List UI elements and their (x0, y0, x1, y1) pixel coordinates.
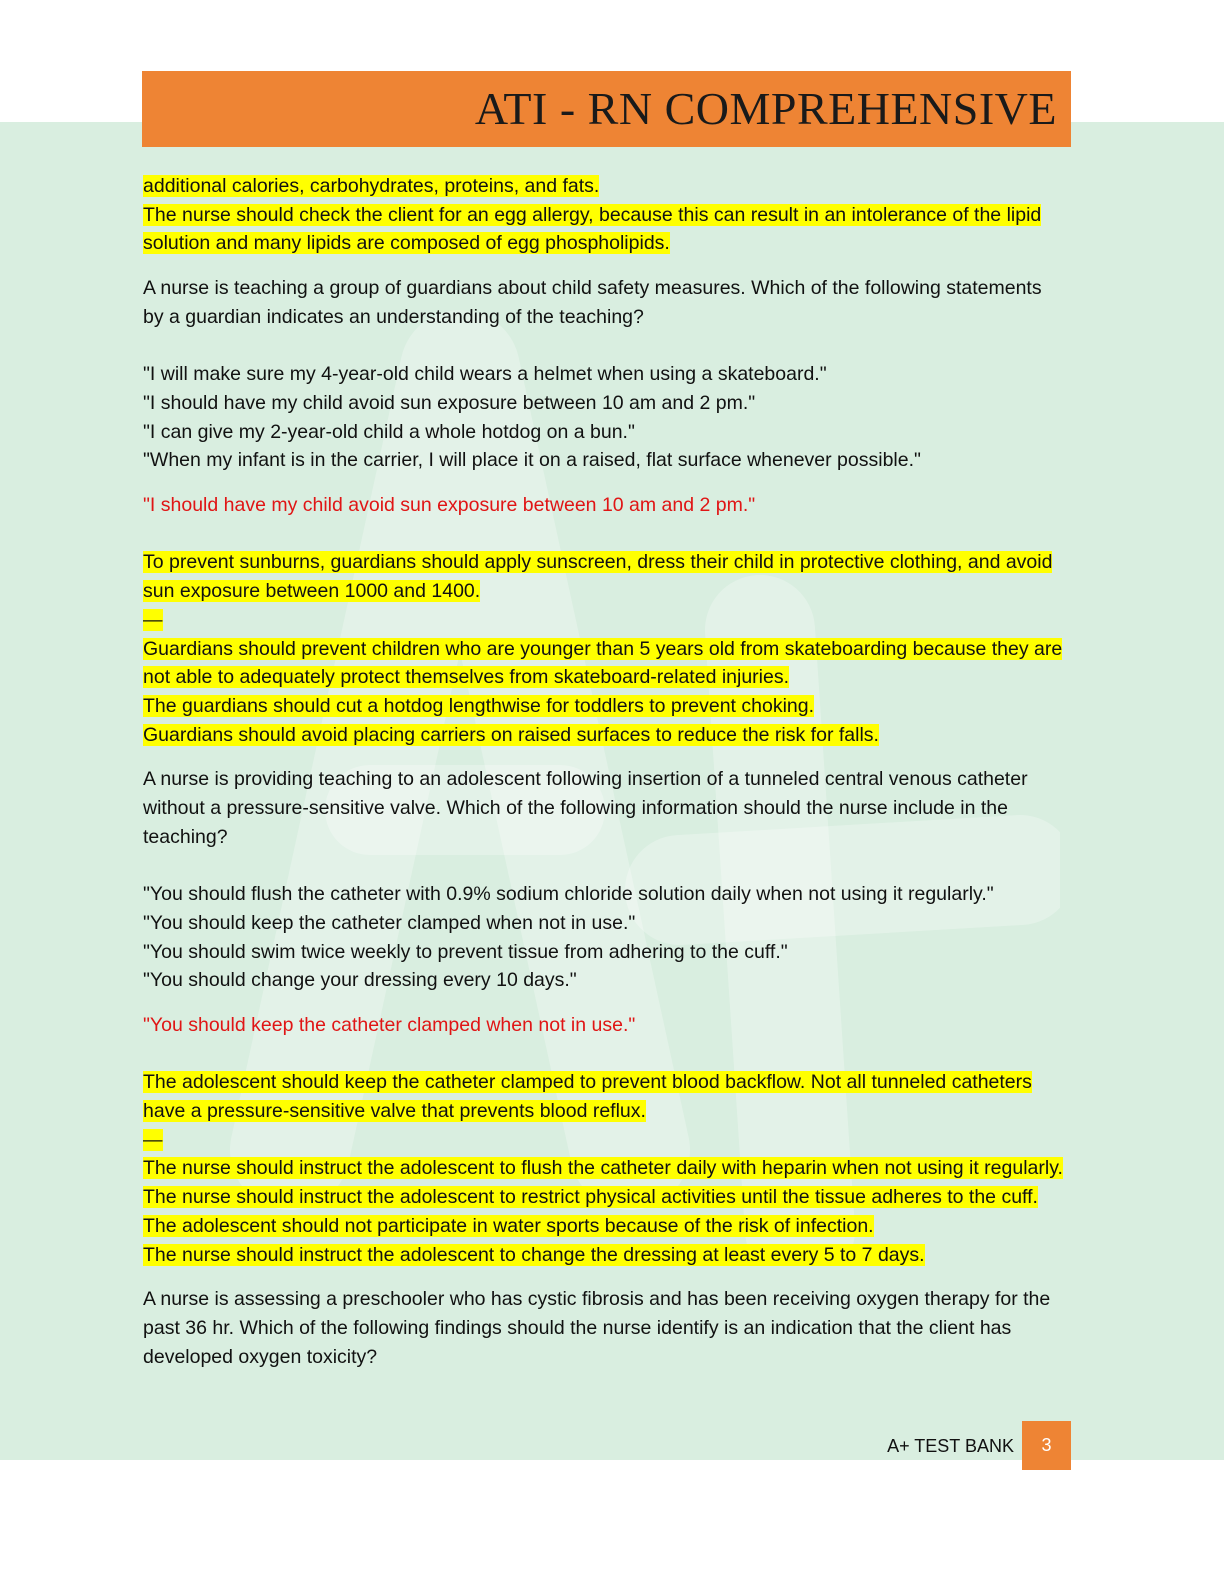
highlighted-text: The nurse should check the client for an egg allergy, because this can result in an intolerance of the lipid solution and many lipids are composed of egg phospholipids. (143, 203, 1042, 255)
question-3-stem: A nurse is assessing a preschooler who has cystic fibrosis and has been receiving oxygen therapy for the past 36 hr. Which of the following findings should the nurse identify is an indication that the client has developed oxygen toxicity? (143, 1288, 1051, 1368)
highlighted-text: The nurse should instruct the adolescent to flush the catheter daily with heparin when not using it regularly. (143, 1157, 1063, 1180)
document-title: ATI - RN COMPREHENSIVE (474, 83, 1057, 134)
question-2-stem: A nurse is providing teaching to an adolescent following insertion of a tunneled central venous catheter without a pressure-sensitive valve. Which of the following information should the nurse include in the teaching? (143, 768, 1028, 848)
question-1-distractor (143, 635, 1063, 692)
continued-rationale-line (143, 201, 1063, 258)
question-2-distractor (143, 1241, 1063, 1270)
footer-label: A+ TEST BANK (887, 1436, 1014, 1456)
highlighted-text: — (143, 608, 163, 631)
question-1-option: "I will make sure my 4-year-old child wears a helmet when using a skateboard." (143, 363, 827, 386)
question-2-option: "You should flush the catheter with 0.9% sodium chloride solution daily when not using it regularly." (143, 883, 994, 906)
highlighted-text: — (143, 1128, 163, 1151)
highlighted-text: Guardians should avoid placing carriers on raised surfaces to reduce the risk for falls. (143, 723, 879, 746)
question-1-distractor (143, 692, 1063, 721)
question-2-distractor (143, 1183, 1063, 1240)
page-number: 3 (1022, 1421, 1071, 1470)
rationale-separator (143, 1126, 1063, 1155)
continued-rationale-line (143, 172, 1063, 201)
question-1-option: "I should have my child avoid sun exposure between 10 am and 2 pm." (143, 391, 756, 414)
highlighted-text: The adolescent should keep the catheter clamped to prevent blood backflow. Not all tunneled catheters have a pressure-sensitive valve that prevents blood reflux. (143, 1071, 1032, 1123)
document-body (143, 172, 1063, 1371)
question-1-option: "I can give my 2-year-old child a whole hotdog on a bun." (143, 420, 635, 443)
highlighted-text: additional calories, carbohydrates, proteins, and fats. (143, 175, 600, 197)
question-2-option: "You should swim twice weekly to prevent tissue from adhering to the cuff." (143, 940, 788, 963)
highlighted-text: The nurse should instruct the adolescent to restrict physical activities until the tissue adheres to the cuff. The adolescent should not participate in water sports because of the risk of infection. (143, 1186, 1038, 1237)
question-1-distractor (143, 721, 1063, 750)
highlighted-text: Guardians should prevent children who are younger than 5 years old from skateboarding because they are not able to adequately protect themselves from skateboard-related injuries. (143, 637, 1063, 689)
question-2-distractor (143, 1154, 1063, 1183)
question-1-stem: A nurse is teaching a group of guardians about child safety measures. Which of the following statements by a guardian indicates an understanding of the teaching? (143, 277, 1042, 328)
highlighted-text: The nurse should instruct the adolescent to change the dressing at least every 5 to 7 days. (143, 1243, 925, 1266)
question-2-option: "You should keep the catheter clamped when not in use." (143, 911, 636, 934)
rationale-separator (143, 606, 1063, 635)
question-2-rationale (143, 1068, 1063, 1125)
question-1-option: "When my infant is in the carrier, I will place it on a raised, flat surface whenever possible." (143, 449, 921, 472)
header-bar (142, 71, 1071, 147)
question-1-rationale (143, 548, 1063, 605)
highlighted-text: To prevent sunburns, guardians should apply sunscreen, dress their child in protective clothing, and avoid sun exposure between 1000 and 1400. (143, 551, 1053, 603)
question-2-option: "You should change your dressing every 10 days." (143, 969, 577, 992)
highlighted-text: The guardians should cut a hotdog lengthwise for toddlers to prevent choking. (143, 694, 815, 717)
question-1-answer: "I should have my child avoid sun exposure between 10 am and 2 pm." (143, 494, 756, 517)
question-2-answer: "You should keep the catheter clamped when not in use." (143, 1013, 636, 1036)
